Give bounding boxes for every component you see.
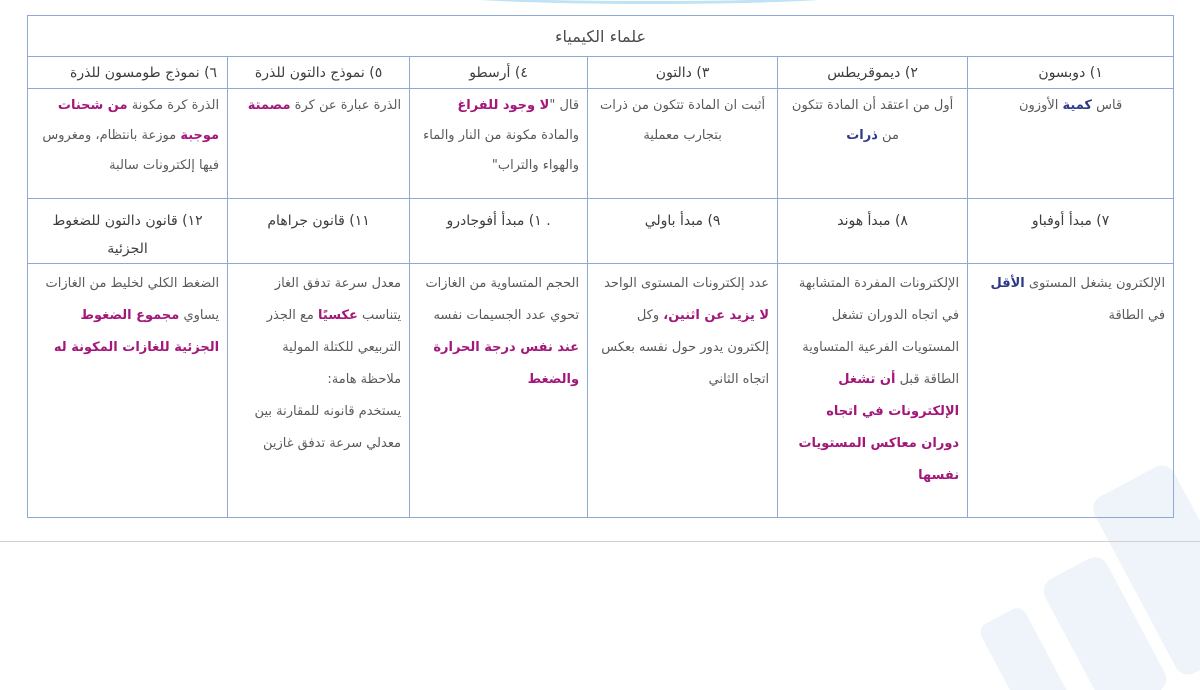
desc-dobson: قاس كمية الأوزون: [968, 89, 1174, 199]
header-hund: ٨) مبدأ هوند: [778, 199, 968, 264]
desc-pauli: عدد إلكترونات المستوى الواحد لا يزيد عن اثنين، وكل إلكترون يدور حول نفسه بعكس اتجاه الثاني: [588, 264, 778, 518]
header-democritus: ٢) ديموقريطس: [778, 57, 968, 89]
emphasis: لا يزيد عن اثنين،: [663, 308, 770, 323]
desc-avogadro: الحجم المتساوية من الغازات تحوي عدد الجسيمات نفسه عند نفس درجة الحرارة والضغط: [410, 264, 588, 518]
desc-democritus: أول من اعتقد أن المادة تتكون من ذرات: [778, 89, 968, 199]
table-title: علماء الكيمياء: [28, 16, 1174, 57]
emphasis: عند نفس درجة الحرارة والضغط: [433, 340, 580, 387]
header-thomson-model: ٦) نموذج طومسون للذرة: [28, 57, 228, 89]
divider: [0, 541, 1200, 542]
desc-aufbau: الإلكترون يشغل المستوى الأقل في الطاقة: [968, 264, 1174, 518]
emphasis: أن تشغل الإلكترونات في اتجاه دوران معاكس المستويات نفسها: [798, 372, 960, 483]
description-row-2: [28, 264, 1174, 518]
description-row-1: [28, 89, 1174, 199]
emphasis: من شحنات موجبة: [57, 98, 220, 143]
desc-graham: معدل سرعة تدفق الغاز يتناسب عكسيًا مع الجذر التربيعي للكتلة المولية ملاحظة هامة: يستخدم قانونه للمقارنة بين معدلي سرعة تدفق غازين: [228, 264, 410, 518]
header-dobson: ١) دوبسون: [968, 57, 1174, 89]
emphasis: مجموع الضغوط الجزئية للغازات المكونة له: [53, 308, 220, 355]
desc-thomson-model: الذرة كرة مكونة من شحنات موجبة موزعة بانتظام، ومغروس فيها إلكترونات سالبة: [28, 89, 228, 199]
desc-dalton-law: الضغط الكلي لخليط من الغازات يساوي مجموع الضغوط الجزئية للغازات المكونة له: [28, 264, 228, 518]
desc-dalton-model: الذرة عبارة عن كرة مصمتة: [228, 89, 410, 199]
top-decoration: [430, 0, 870, 4]
emphasis: لا وجود للفراغ: [457, 98, 550, 113]
header-graham: ١١) قانون جراهام: [228, 199, 410, 264]
header-pauli: ٩) مبدأ باولي: [588, 199, 778, 264]
emphasis: كمية: [1062, 98, 1092, 113]
header-aufbau: ٧) مبدأ أوفباو: [968, 199, 1174, 264]
note-text: يستخدم قانونه للمقارنة بين معدلي سرعة تدفق غازين: [254, 404, 402, 451]
note-title: ملاحظة هامة:: [327, 372, 402, 387]
emphasis: الأقل: [990, 276, 1025, 291]
desc-hund: الإلكترونات المفردة المتشابهة في اتجاه الدوران تشغل المستويات الفرعية المتساوية الطاقة قبل أن تشغل الإلكترونات في اتجاه دوران معاكس المستويات نفسها: [778, 264, 968, 518]
desc-dalton: أثبت ان المادة تتكون من ذرات بتجارب معملية: [588, 89, 778, 199]
header-dalton-law: ١٢) قانون دالتون للضغوط الجزئية: [28, 199, 228, 264]
emphasis: ذرات: [846, 128, 878, 143]
header-row-1: [28, 57, 1174, 89]
desc-aristotle: قال "لا وجود للفراغ والمادة مكونة من النار والماء والهواء والتراب": [410, 89, 588, 199]
header-avogadro: . ١) مبدأ أفوجادرو: [410, 199, 588, 264]
header-dalton-model: ٥) نموذج دالتون للذرة: [228, 57, 410, 89]
chemists-table: [27, 15, 1174, 518]
emphasis: مصمتة: [247, 98, 291, 113]
emphasis: عكسيًا: [318, 308, 358, 323]
header-aristotle: ٤) أرسطو: [410, 57, 588, 89]
header-dalton: ٣) دالتون: [588, 57, 778, 89]
header-row-2: [28, 199, 1174, 264]
